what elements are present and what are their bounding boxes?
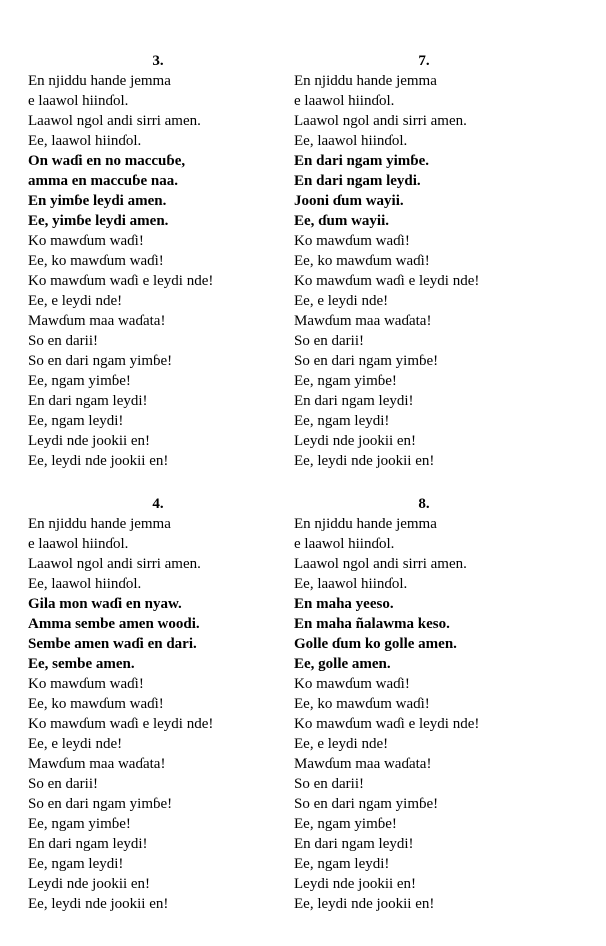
- verse-line: So en darii!: [28, 776, 98, 792]
- verse-line-bold: Ee, golle amen.: [294, 656, 391, 672]
- verse-8: [294, 494, 554, 914]
- verse-line: Ko mawɗum waɗi e leydi nde!: [294, 273, 480, 289]
- verse-line: En njiddu hande jemma: [294, 516, 437, 532]
- verse-line: So en dari ngam yimɓe!: [28, 796, 173, 812]
- verse-line-bold: En maha yeeso.: [294, 596, 394, 612]
- verse-line-bold: Gila mon waɗi en nyaw.: [28, 596, 182, 612]
- verse-line: Ee, ngam yimɓe!: [28, 373, 131, 389]
- verse-line: Ee, e leydi nde!: [28, 293, 123, 309]
- verse-line-bold: Jooni ɗum wayii.: [294, 193, 404, 209]
- verse-line: Mawɗum maa waɗata!: [28, 313, 166, 329]
- verse-line: En dari ngam leydi!: [28, 393, 148, 409]
- verse-line: Laawol ngol andi sirri amen.: [294, 556, 467, 572]
- verse-line: Mawɗum maa waɗata!: [28, 756, 166, 772]
- verse-line: Laawol ngol andi sirri amen.: [294, 113, 467, 129]
- verse-line: Ee, ngam yimɓe!: [28, 816, 131, 832]
- verse-number: 7.: [418, 53, 430, 69]
- verse-line: So en dari ngam yimɓe!: [294, 796, 439, 812]
- verse-line: En njiddu hande jemma: [28, 516, 171, 532]
- verse-line-bold: amma en maccuɓe naa.: [28, 173, 178, 189]
- verse-number: 3.: [152, 53, 164, 69]
- verse-line: En dari ngam leydi!: [294, 393, 414, 409]
- verse-line: Ko mawɗum waɗi!: [28, 233, 144, 249]
- verse-line: Laawol ngol andi sirri amen.: [28, 113, 201, 129]
- verse-number: 8.: [418, 496, 430, 512]
- verse-line: En njiddu hande jemma: [28, 73, 171, 89]
- verse-line: Ee, ngam yimɓe!: [294, 373, 397, 389]
- verse-line: Ee, ngam leydi!: [294, 413, 390, 429]
- verse-line-bold: Ee, ɗum wayii.: [294, 213, 390, 229]
- verse-line: Leydi nde jookii en!: [294, 876, 417, 892]
- verse-line-bold: Ee, yimɓe leydi amen.: [28, 213, 169, 229]
- verse-line: Ee, e leydi nde!: [28, 736, 123, 752]
- verse-line-bold: En dari ngam leydi.: [294, 173, 421, 189]
- verse-line: Ee, ko mawɗum waɗi!: [28, 253, 164, 269]
- verse-line: Ee, ngam leydi!: [294, 856, 390, 872]
- verse-line-bold: En dari ngam yimɓe.: [294, 153, 430, 169]
- verse-line-bold: Sembe amen waɗi en dari.: [28, 636, 197, 652]
- verse-line: Ee, laawol hiinɗol.: [28, 576, 142, 592]
- verse-line: Laawol ngol andi sirri amen.: [28, 556, 201, 572]
- verse-line: e laawol hiinɗol.: [28, 536, 129, 552]
- verse-line: Ko mawɗum waɗi e leydi nde!: [28, 716, 214, 732]
- verse-line-bold: On waɗi en no maccuɓe,: [28, 153, 186, 169]
- verse-line: Leydi nde jookii en!: [294, 433, 417, 449]
- verse-line: So en dari ngam yimɓe!: [28, 353, 173, 369]
- verse-line: So en darii!: [28, 333, 98, 349]
- verse-7: [294, 51, 554, 471]
- verse-line: Mawɗum maa waɗata!: [294, 756, 432, 772]
- verse-line: So en darii!: [294, 776, 364, 792]
- verse-line: Ee, ngam leydi!: [28, 413, 124, 429]
- verse-line: En dari ngam leydi!: [28, 836, 148, 852]
- verse-line: e laawol hiinɗol.: [294, 536, 395, 552]
- verse-line: Ee, leydi nde jookii en!: [294, 896, 435, 912]
- verse-line: e laawol hiinɗol.: [28, 93, 129, 109]
- verse-line: So en dari ngam yimɓe!: [294, 353, 439, 369]
- verse-line: Ee, leydi nde jookii en!: [28, 896, 169, 912]
- verse-4: [28, 494, 288, 914]
- verse-line-bold: Ee, sembe amen.: [28, 656, 135, 672]
- verse-line: En njiddu hande jemma: [294, 73, 437, 89]
- verse-line: Ee, laawol hiinɗol.: [28, 133, 142, 149]
- verse-line: Ko mawɗum waɗi!: [28, 676, 144, 692]
- verse-line-bold: En yimɓe leydi amen.: [28, 193, 167, 209]
- verse-line: Mawɗum maa waɗata!: [294, 313, 432, 329]
- verse-line: Leydi nde jookii en!: [28, 433, 151, 449]
- verse-3: [28, 51, 288, 471]
- verse-line-bold: En maha ñalawma keso.: [294, 616, 450, 632]
- verse-line: Ee, ngam leydi!: [28, 856, 124, 872]
- verse-line: Ee, ko mawɗum waɗi!: [294, 253, 430, 269]
- verse-line: Ee, laawol hiinɗol.: [294, 576, 408, 592]
- verse-line: Ee, e leydi nde!: [294, 736, 389, 752]
- verse-line: So en darii!: [294, 333, 364, 349]
- verse-line-bold: Amma sembe amen woodi.: [28, 616, 200, 632]
- verse-line: Ee, leydi nde jookii en!: [294, 453, 435, 469]
- verse-line: Leydi nde jookii en!: [28, 876, 151, 892]
- verse-line: Ee, ngam yimɓe!: [294, 816, 397, 832]
- verse-line: Ko mawɗum waɗi!: [294, 233, 410, 249]
- verse-number: 4.: [152, 496, 164, 512]
- verse-line: Ko mawɗum waɗi!: [294, 676, 410, 692]
- verse-line: Ee, laawol hiinɗol.: [294, 133, 408, 149]
- verse-line: En dari ngam leydi!: [294, 836, 414, 852]
- verse-line: Ee, leydi nde jookii en!: [28, 453, 169, 469]
- verse-line: e laawol hiinɗol.: [294, 93, 395, 109]
- verse-line-bold: Golle ɗum ko golle amen.: [294, 636, 457, 652]
- verse-line: Ko mawɗum waɗi e leydi nde!: [28, 273, 214, 289]
- verse-line: Ee, e leydi nde!: [294, 293, 389, 309]
- verse-line: Ee, ko mawɗum waɗi!: [294, 696, 430, 712]
- verse-line: Ee, ko mawɗum waɗi!: [28, 696, 164, 712]
- verse-line: Ko mawɗum waɗi e leydi nde!: [294, 716, 480, 732]
